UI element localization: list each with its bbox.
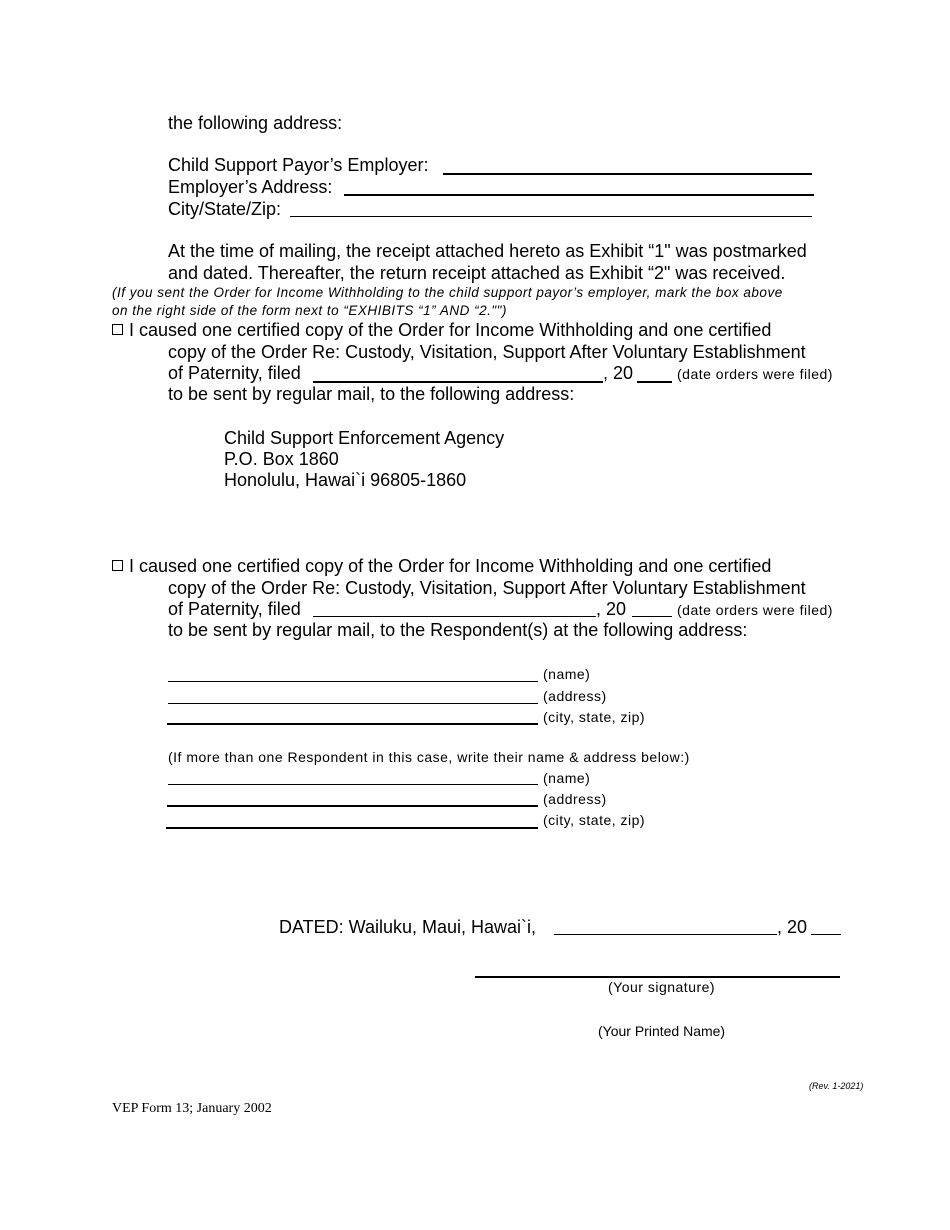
option-b-line-2: copy of the Order Re: Custody, Visitation, Support After Voluntary Establishment xyxy=(168,578,806,598)
dated-label: DATED: Wailuku, Maui, Hawai`i, xyxy=(279,917,537,937)
option-b-line-4: to be sent by regular mail, to the Respondent(s) at the following address: xyxy=(168,620,748,640)
dated-year-field[interactable] xyxy=(811,934,841,935)
payor-employer-field[interactable] xyxy=(443,173,812,175)
option-b-year-field[interactable] xyxy=(632,616,672,617)
employer-address-label: Employer’s Address: xyxy=(168,177,333,197)
printed-name-label: (Your Printed Name) xyxy=(598,1023,726,1039)
payor-employer-label: Child Support Payor’s Employer: xyxy=(168,155,429,175)
respondent-1-city-label: (city, state, zip) xyxy=(543,709,646,725)
form-id: VEP Form 13; January 2002 xyxy=(112,1101,272,1116)
option-b-filed-label: of Paternity, filed xyxy=(168,599,301,619)
respondent-2-address-label: (address) xyxy=(543,791,607,807)
more-respondents-note: (If more than one Respondent in this case, write their name & address below:) xyxy=(168,749,690,765)
mailing-note-1: (If you sent the Order for Income Withholding to the child support payor’s employer, mark the box above xyxy=(112,285,783,300)
mailing-note-2: on the right side of the form next to “EXHIBITS “1” AND “2."") xyxy=(112,303,507,318)
employer-address-field[interactable] xyxy=(344,194,814,196)
respondent-1-address-label: (address) xyxy=(543,688,607,704)
option-b-year-prefix: , 20 xyxy=(596,599,627,619)
option-a-filed-label: of Paternity, filed xyxy=(168,363,301,383)
agency-name: Child Support Enforcement Agency xyxy=(224,428,505,448)
option-a-line-1 xyxy=(112,319,771,341)
respondent-1-address-field[interactable] xyxy=(168,703,538,704)
agency-po-box: P.O. Box 1860 xyxy=(224,449,339,469)
option-a-text-1: I caused one certified copy of the Order for Income Withholding and one certified xyxy=(129,320,772,340)
dated-date-field[interactable] xyxy=(554,934,777,935)
option-a-date-note: (date orders were filed) xyxy=(677,366,833,382)
employer-city-label: City/State/Zip: xyxy=(168,199,282,219)
option-a-line-4: to be sent by regular mail, to the following address: xyxy=(168,384,575,404)
respondent-2-name-field[interactable] xyxy=(168,784,538,785)
revision-note: (Rev. 1-2021) xyxy=(809,1081,864,1091)
option-a-line-2: copy of the Order Re: Custody, Visitation, Support After Voluntary Establishment xyxy=(168,342,806,362)
mailing-line-1: At the time of mailing, the receipt attached hereto as Exhibit “1" was postmarked xyxy=(168,241,807,261)
option-b-text-1: I caused one certified copy of the Order for Income Withholding and one certified xyxy=(129,556,772,576)
respondent-2-address-field[interactable] xyxy=(167,805,538,807)
dated-year-prefix: , 20 xyxy=(777,917,808,937)
respondent-2-city-label: (city, state, zip) xyxy=(543,812,646,828)
respondent-1-city-field[interactable] xyxy=(167,723,538,725)
respondent-1-name-field[interactable] xyxy=(168,681,538,682)
option-a-year-field[interactable] xyxy=(637,381,672,383)
respondent-2-name-label: (name) xyxy=(543,770,591,786)
option-a-year-prefix: , 20 xyxy=(603,363,634,383)
respondent-1-name-label: (name) xyxy=(543,666,591,682)
intro-text: the following address: xyxy=(168,113,343,133)
agency-city: Honolulu, Hawai`i 96805-1860 xyxy=(224,470,467,490)
mailing-line-2: and dated. Thereafter, the return receipt attached as Exhibit “2" was received. xyxy=(168,263,786,283)
option-b-checkbox[interactable] xyxy=(112,560,123,571)
option-b-date-note: (date orders were filed) xyxy=(677,602,833,618)
employer-city-field[interactable] xyxy=(290,216,812,217)
option-a-checkbox[interactable] xyxy=(112,324,123,335)
option-b-date-field[interactable] xyxy=(313,616,596,617)
signature-label: (Your signature) xyxy=(608,979,716,995)
option-b-line-1 xyxy=(112,555,771,577)
respondent-2-city-field[interactable] xyxy=(166,827,538,829)
